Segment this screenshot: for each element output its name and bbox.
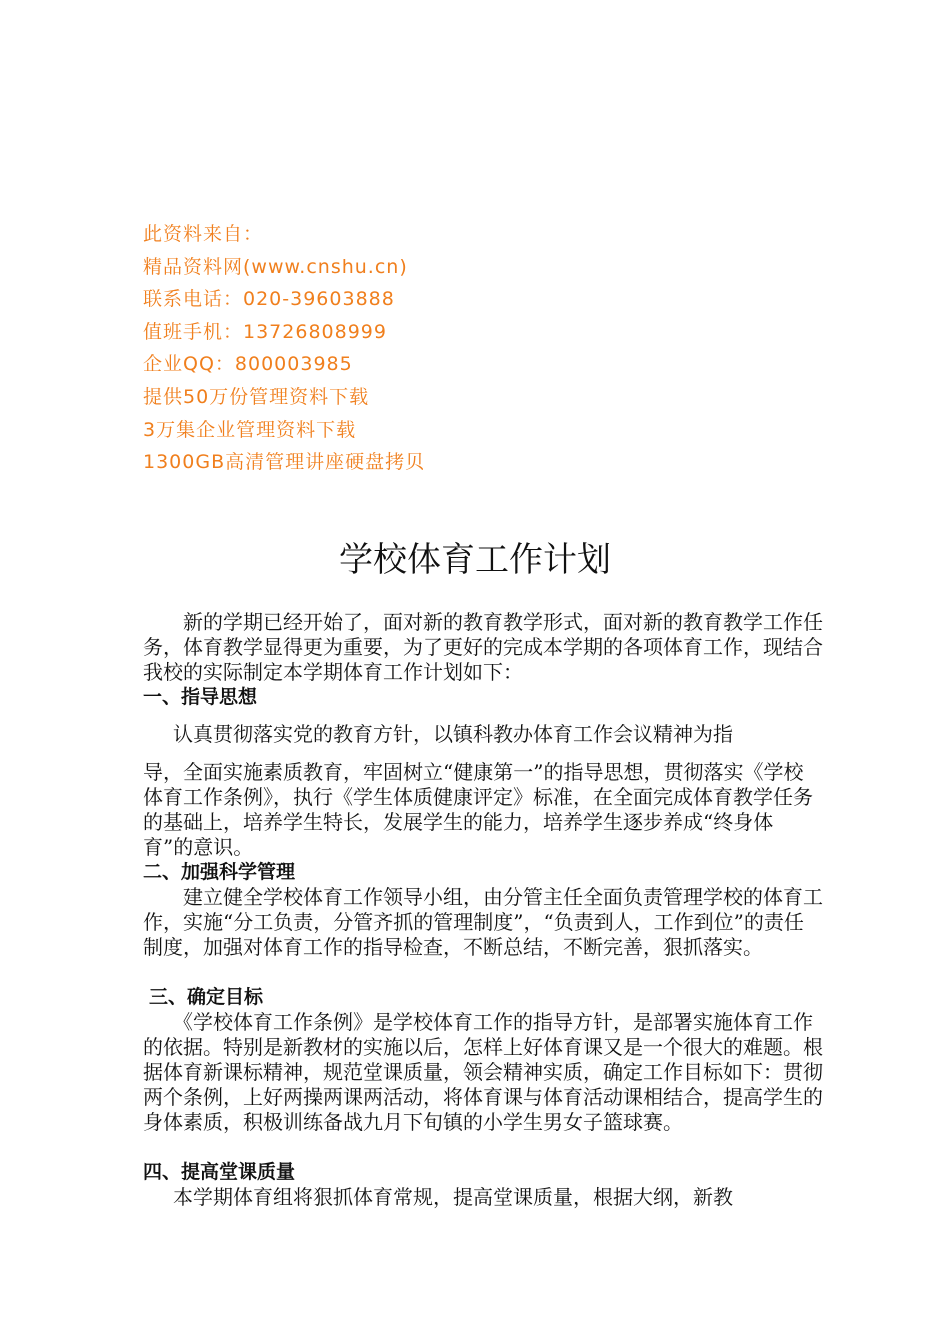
section-2-paragraph: 建立健全学校体育工作领导小组，由分管主任全面负责管理学校的体育工作，实施“分工负责，分管齐抓的管理制度”，“负责到人，工作到位”的责任制度，加强对体育工作的指导检查，不断总结，不断完善，狠抓落实。 <box>143 885 823 959</box>
promo-offer-line-1: 提供50万份管理资料下载 <box>143 385 370 408</box>
section-1-first-line: 认真贯彻落实党的教育方针，以镇科教办体育工作会议精神为指 <box>173 722 733 746</box>
section-1-paragraph: 导，全面实施素质教育，牢固树立“健康第一”的指导思想，贯彻落实《学校体育工作条例》，执行《学生体质健康评定》标准，在全面完成体育教学任务的基础上，培养学生特长，发展学生的能力，培养学生逐步养成“终身体育”的意识。 <box>143 760 813 859</box>
section-3-paragraph: 《学校体育工作条例》是学校体育工作的指导方针，是部署实施体育工作的依据。特别是新教材的实施以后，怎样上好体育课又是一个很大的难题。根据体育新课标精神，规范堂课质量，领会精神实质，确定工作目标如下：贯彻两个条例，上好两操两课两活动，将体育课与体育活动课相结合，提高学生的身体素质，积极训练备战九月下旬镇的小学生男女子篮球赛。 <box>143 1010 823 1134</box>
section-heading-class-quality: 四、提高堂课质量 <box>143 1161 296 1183</box>
promo-mobile-line: 值班手机：13726808999 <box>143 320 387 343</box>
section-heading-goals: 三、确定目标 <box>149 986 264 1008</box>
promo-offer-line-2: 3万集企业管理资料下载 <box>143 418 357 441</box>
promo-source-line: 此资料来自： <box>143 223 264 245</box>
intro-paragraph: 新的学期已经开始了，面对新的教育教学形式，面对新的教育教学工作任务，体育教学显得更为重要，为了更好的完成本学期的各项体育工作，现结合我校的实际制定本学期体育工作计划如下： <box>143 610 823 684</box>
section-heading-management: 二、加强科学管理 <box>143 861 296 883</box>
section-4-paragraph: 本学期体育组将狠抓体育常规，提高堂课质量，根据大纲，新教 <box>173 1185 733 1209</box>
promo-qq-line: 企业QQ：800003985 <box>143 353 353 376</box>
promo-block <box>143 218 563 479</box>
promo-website-line: 精品资料网(www.cnshu.cn) <box>143 255 408 278</box>
section-heading-guiding-ideology: 一、指导思想 <box>143 686 258 708</box>
document-title: 学校体育工作计划 <box>339 540 611 580</box>
promo-phone-line: 联系电话：020-39603888 <box>143 288 395 311</box>
promo-offer-line-3: 1300GB高清管理讲座硬盘拷贝 <box>143 451 426 474</box>
